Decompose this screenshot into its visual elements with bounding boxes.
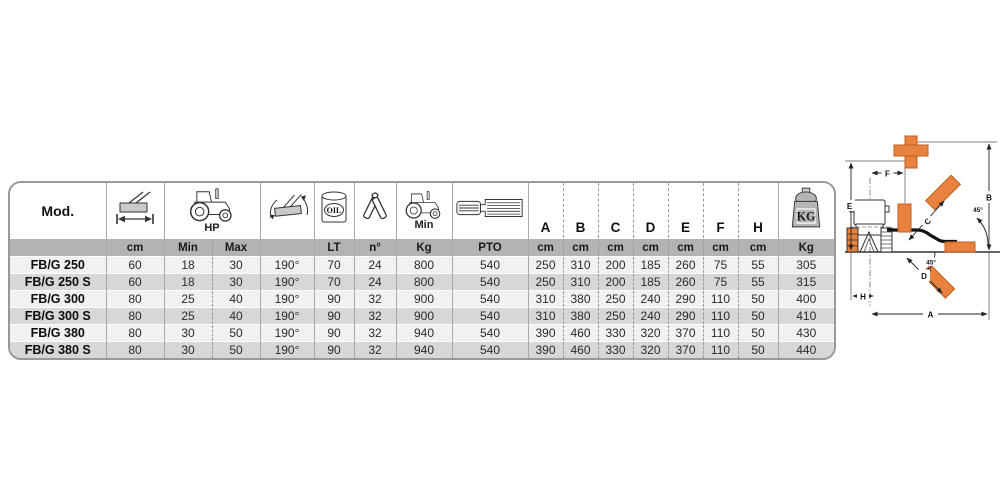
spec-cell: 380	[563, 291, 598, 308]
tractor-hp-icon	[186, 187, 238, 223]
spec-cell: 80	[106, 291, 164, 308]
table-row	[10, 274, 834, 291]
spec-cell: 70	[314, 274, 354, 291]
kg-weight-icon	[789, 187, 823, 229]
spec-cell: 75	[703, 274, 738, 291]
spec-cell: 60	[106, 274, 164, 291]
spec-cell: 110	[703, 325, 738, 342]
spec-cell: 900	[396, 308, 452, 325]
spec-cell: 190°	[260, 308, 314, 325]
spec-cell: 32	[354, 342, 396, 359]
spec-cell: 50	[212, 325, 260, 342]
pto-shaft-icon	[455, 195, 525, 221]
spec-cell: 200	[598, 274, 633, 291]
column-letter-a: A	[528, 183, 563, 239]
unit-cell: cm	[563, 239, 598, 257]
unit-cell	[260, 239, 314, 257]
spec-cell: 250	[598, 308, 633, 325]
spec-cell: 540	[452, 291, 528, 308]
spec-cell: 190°	[260, 342, 314, 359]
spec-cell: 50	[738, 308, 778, 325]
spec-cell: 240	[633, 308, 668, 325]
spec-cell: 50	[738, 325, 778, 342]
spec-cell: 60	[106, 257, 164, 274]
spec-cell: 540	[452, 308, 528, 325]
spec-cell: 380	[563, 308, 598, 325]
spec-cell: 90	[314, 308, 354, 325]
spec-cell: 320	[633, 342, 668, 359]
dim-label-a: A	[927, 310, 934, 320]
model-name: FB/G 380	[10, 325, 106, 342]
spec-cell: 250	[528, 257, 563, 274]
unit-cell: Kg	[778, 239, 834, 257]
spec-cell: 540	[452, 257, 528, 274]
spec-cell: 900	[396, 291, 452, 308]
rotation-header	[260, 183, 314, 239]
spec-cell: 110	[703, 342, 738, 359]
spec-cell: 250	[598, 291, 633, 308]
spec-cell: 200	[598, 257, 633, 274]
spec-cell: 250	[528, 274, 563, 291]
head-top-horizontal	[894, 145, 928, 156]
unit-cell: cm	[703, 239, 738, 257]
spec-cell: 40	[212, 291, 260, 308]
cutting-width-header	[106, 183, 164, 239]
dim-label-e: E	[846, 202, 853, 211]
table-row	[10, 291, 834, 308]
spec-cell: 320	[633, 325, 668, 342]
oil-can-icon	[318, 190, 350, 226]
spec-cell: 75	[703, 257, 738, 274]
spec-cell: 32	[354, 325, 396, 342]
dim-label-b: B	[986, 193, 992, 203]
kg-icon-text: KG	[796, 209, 816, 224]
spec-cell: 55	[738, 257, 778, 274]
spec-cell: 390	[528, 342, 563, 359]
spec-cell: 240	[633, 291, 668, 308]
spec-cell: 940	[396, 325, 452, 342]
hp-label: HP	[204, 222, 220, 234]
unit-cell: Kg	[396, 239, 452, 257]
unit-cell: cm	[598, 239, 633, 257]
column-letter-b: B	[563, 183, 598, 239]
unit-cell: LT	[314, 239, 354, 257]
angle-label-lower: 45°	[926, 259, 936, 267]
spec-cell: 55	[738, 274, 778, 291]
dim-label-d: D	[921, 272, 927, 281]
spec-cell: 80	[106, 308, 164, 325]
head-45-up	[926, 175, 961, 210]
spec-cell: 30	[212, 257, 260, 274]
spec-cell: 110	[703, 308, 738, 325]
spec-cell: 440	[778, 342, 834, 359]
unit-cell: Max	[212, 239, 260, 257]
oil-text: OIL	[326, 206, 342, 215]
head-raised	[898, 204, 911, 232]
spec-cell: 50	[738, 291, 778, 308]
spec-cell: 310	[528, 308, 563, 325]
spec-cell: 390	[528, 325, 563, 342]
unit-cell: cm	[668, 239, 703, 257]
unit-cell: Min	[164, 239, 212, 257]
model-name: FB/G 300	[10, 291, 106, 308]
spec-cell: 30	[164, 342, 212, 359]
hp-header	[164, 183, 260, 239]
spec-cell: 410	[778, 308, 834, 325]
model-name: FB/G 300 S	[10, 308, 106, 325]
unit-cell	[10, 239, 106, 257]
column-letter-f: F	[703, 183, 738, 239]
spec-cell: 190°	[260, 325, 314, 342]
spec-cell: 800	[396, 274, 452, 291]
spec-cell: 330	[598, 325, 633, 342]
spec-cell: 18	[164, 257, 212, 274]
spec-cell: 430	[778, 325, 834, 342]
spec-cell: 80	[106, 342, 164, 359]
rotation-angle-icon	[263, 191, 311, 225]
icon-header-row	[10, 183, 834, 239]
model-name: FB/G 250 S	[10, 274, 106, 291]
spec-cell: 32	[354, 291, 396, 308]
tractor-weight-min-icon	[403, 190, 445, 220]
unit-cell: n°	[354, 239, 396, 257]
dim-label-c: C	[922, 216, 933, 227]
unit-cell: PTO	[452, 239, 528, 257]
spec-cell: 185	[633, 257, 668, 274]
spec-cell: 18	[164, 274, 212, 291]
spec-cell: 370	[668, 325, 703, 342]
spec-cell: 290	[668, 308, 703, 325]
spec-cell: 90	[314, 291, 354, 308]
weight-header	[778, 183, 834, 239]
unit-cell: cm	[633, 239, 668, 257]
unit-cell: cm	[106, 239, 164, 257]
spec-table-card	[8, 181, 836, 360]
spec-cell: 185	[633, 274, 668, 291]
spec-cell: 70	[314, 257, 354, 274]
spec-cell: 190°	[260, 257, 314, 274]
spec-cell: 540	[452, 274, 528, 291]
table-row	[10, 342, 834, 359]
spec-cell: 25	[164, 308, 212, 325]
unit-cell: cm	[528, 239, 563, 257]
spec-cell: 310	[563, 274, 598, 291]
tractor-min-weight-header	[396, 183, 452, 239]
column-letter-h: H	[738, 183, 778, 239]
spec-cell: 50	[212, 342, 260, 359]
spec-cell: 800	[396, 257, 452, 274]
spec-cell: 540	[452, 325, 528, 342]
spec-cell: 315	[778, 274, 834, 291]
pto-header	[452, 183, 528, 239]
column-letter-d: D	[633, 183, 668, 239]
spec-cell: 310	[528, 291, 563, 308]
spec-cell: 90	[314, 342, 354, 359]
oil-header	[314, 183, 354, 239]
spec-cell: 30	[212, 274, 260, 291]
unit-cell: cm	[738, 239, 778, 257]
table-body	[10, 257, 834, 359]
spec-cell: 460	[563, 325, 598, 342]
min-label: Min	[414, 219, 434, 231]
column-letter-c: C	[598, 183, 633, 239]
spec-cell: 460	[563, 342, 598, 359]
spec-cell: 190°	[260, 291, 314, 308]
spec-cell: 32	[354, 308, 396, 325]
table-row	[10, 325, 834, 342]
flails-header	[354, 183, 396, 239]
spec-cell: 305	[778, 257, 834, 274]
spec-cell: 80	[106, 325, 164, 342]
spec-cell: 24	[354, 257, 396, 274]
spec-cell: 90	[314, 325, 354, 342]
spec-cell: 190°	[260, 274, 314, 291]
spec-cell: 260	[668, 274, 703, 291]
spec-cell: 50	[738, 342, 778, 359]
spec-cell: 24	[354, 274, 396, 291]
angle-label-upper: 45°	[973, 207, 983, 214]
spec-cell: 290	[668, 291, 703, 308]
spec-cell: 940	[396, 342, 452, 359]
spec-cell: 400	[778, 291, 834, 308]
spec-cell: 310	[563, 257, 598, 274]
cutting-width-icon	[113, 190, 157, 226]
spec-cell: 540	[452, 342, 528, 359]
spec-cell: 370	[668, 342, 703, 359]
spec-cell: 110	[703, 291, 738, 308]
spec-cell: 25	[164, 291, 212, 308]
units-header-row	[10, 239, 834, 257]
model-column-header: Mod.	[10, 183, 106, 239]
column-letter-e: E	[668, 183, 703, 239]
spec-cell: 40	[212, 308, 260, 325]
flail-knives-icon	[355, 190, 395, 226]
spec-cell: 330	[598, 342, 633, 359]
table-row	[10, 308, 834, 325]
spec-table	[10, 183, 834, 358]
dim-label-f: F	[885, 169, 890, 179]
dimension-diagram	[845, 128, 1000, 335]
dim-label-h: H	[860, 292, 866, 302]
head-ground	[945, 242, 975, 252]
mower-head-positions	[894, 136, 975, 298]
table-row	[10, 257, 834, 274]
spec-cell: 30	[164, 325, 212, 342]
spec-cell: 260	[668, 257, 703, 274]
model-name: FB/G 380 S	[10, 342, 106, 359]
model-name: FB/G 250	[10, 257, 106, 274]
